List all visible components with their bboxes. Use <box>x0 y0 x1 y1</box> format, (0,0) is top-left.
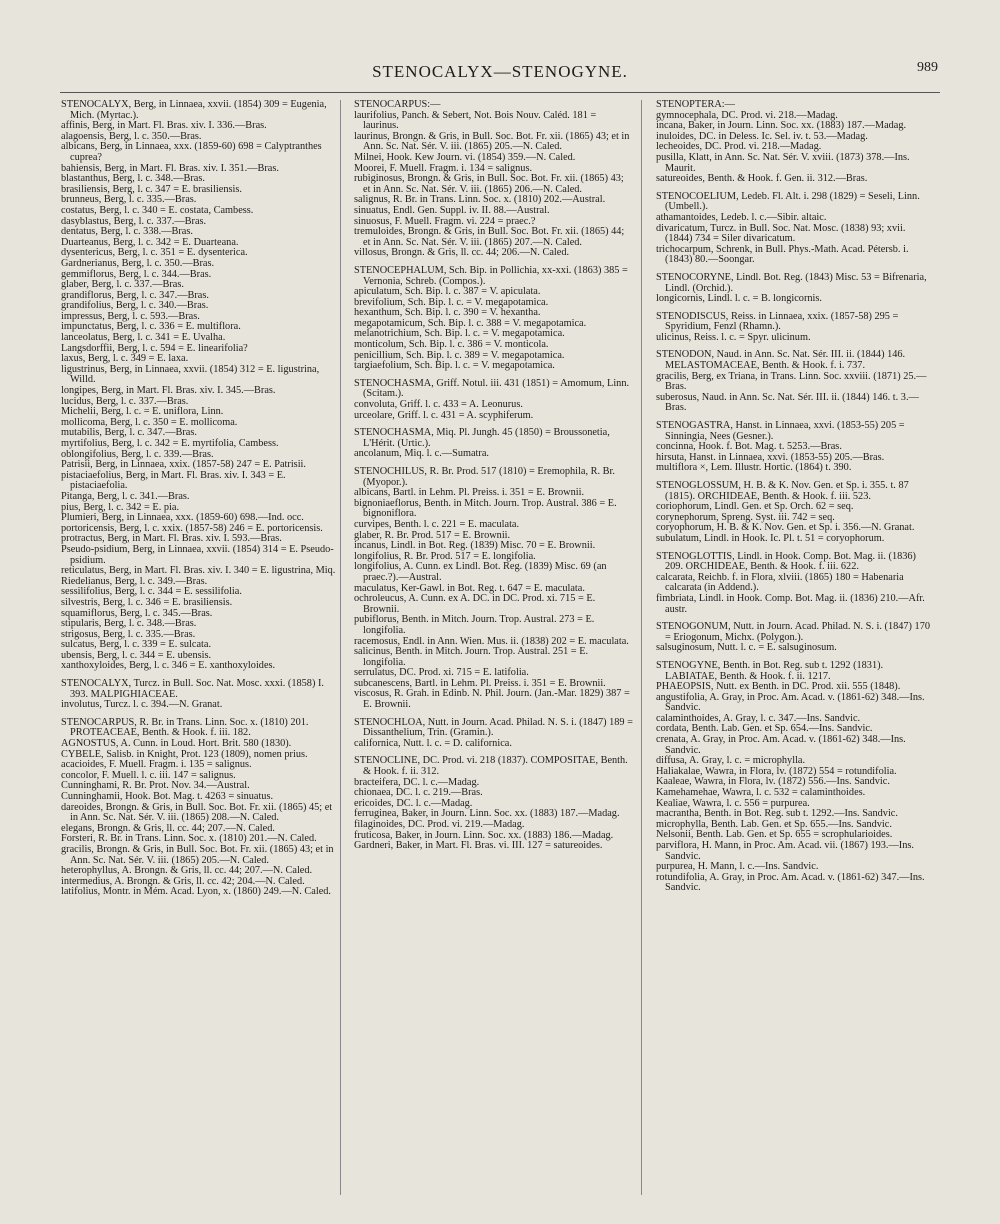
entry-line: brunneus, Berg, l. c. 335.—Bras. <box>61 194 197 206</box>
entry-line: californica, Nutt. l. c. = D. californica. <box>354 737 512 749</box>
entry-heading: STENOCHLOA, Nutt. in Journ. Acad. Philad. N. S. i. (1847) 189 = Dissanthelium, Trin. (Gramin.). <box>354 716 633 739</box>
entry-line: dareoides, Brongn. & Gris, in Bull. Soc. Bot. Fr. xii. (1865) 45; et in Ann. Sc. Nat. Sér. V. iii. (1865) 208.—N. Caled. <box>61 801 333 824</box>
entry-line: mutabilis, Berg, l. c. 347.—Bras. <box>61 427 197 439</box>
genus-entry <box>647 481 935 545</box>
entry-heading: STENOGLOTTIS, Lindl. in Hook. Comp. Bot. Mag. ii. (1836) 209. ORCHIDEAE, Benth. & Hook. f. iii. 622. <box>656 550 916 573</box>
entry-heading: STENOCLINE, DC. Prod. vi. 218 (1837). COMPOSITAE, Benth. & Hook. f. ii. 312. <box>354 755 628 778</box>
entry-line: pubiflorus, Benth. in Mitch. Journ. Trop. Austral. 273 = E. longifolia. <box>354 614 595 636</box>
genus-entry <box>345 467 633 711</box>
entry-line: CYBELE, Salisb. in Knight, Prot. 123 (1809), nomen prius. <box>61 748 308 760</box>
entry-line: angustifolia, A. Gray, in Proc. Am. Acad. v. (1861-62) 348.—Ins. Sandvic. <box>656 691 925 714</box>
entry-line: longipes, Berg, in Mart. Fl. Bras. xiv. I. 345.—Bras. <box>61 385 276 397</box>
entry-heading: STENOCHASMA, Miq. Pl. Jungh. 45 (1850) = Broussonetia, L'Hérit. (Urtic.). <box>354 427 610 449</box>
entry-line: Plumieri, Berg, in Linnaea, xxx. (1859-60) 698.—Ind. occ. <box>61 512 304 524</box>
entry-line: multiflora ×, Lem. Illustr. Hortic. (1864) t. 390. <box>656 462 852 474</box>
entry-line: ulicinus, Reiss. l. c. = Spyr. ulicinum. <box>656 331 811 343</box>
genus-entry <box>345 756 633 851</box>
entry-line: blastanthus, Berg, l. c. 348.—Bras. <box>61 173 205 185</box>
entry-line: parviflora, H. Mann, in Proc. Am. Acad. vii. (1867) 193.—Ins. Sandvic. <box>656 840 914 862</box>
entry-line: pius, Berg, l. c. 342 = E. pia. <box>61 501 180 513</box>
entry-heading: STENODON, Naud. in Ann. Sc. Nat. Sér. III. ii. (1844) 146. MELASTOMACEAE, Benth. & Hook. f. i. 737. <box>656 349 906 372</box>
entry-line: diffusa, A. Gray, l. c. = microphylla. <box>656 755 806 767</box>
entry-heading: STENOCHILUS, R. Br. Prod. 517 (1810) = Eremophila, R. Br. (Myopor.). <box>354 466 615 488</box>
entry-line: gymnocephala, DC. Prod. vi. 218.—Madag. <box>656 109 838 121</box>
entry-line: monticolum, Sch. Bip. l. c. 386 = V. monticola. <box>354 339 549 351</box>
entry-heading: STENOCOELIUM, Ledeb. Fl. Alt. i. 298 (1829) = Seseli, Linn. (Umbell.). <box>656 190 920 213</box>
entry-line: subcanescens, Bartl. in Lehm. Pl. Preiss. i. 351 = E. Brownii. <box>354 677 606 689</box>
genus-entry <box>647 661 935 894</box>
entry-line: heterophyllus, A. Brongn. & Gris, ll. cc. 44; 207.—N. Caled. <box>61 865 313 877</box>
entry-line: fimbriata, Lindl. in Hook. Comp. Bot. Mag. ii. (1836) 210.—Afr. austr. <box>656 592 925 615</box>
entry-line: calaminthoides, A. Gray, l. c. 347.—Ins. Sandvic. <box>656 712 861 724</box>
entry-line: dentatus, Berg, l. c. 338.—Bras. <box>61 226 193 238</box>
column-divider <box>641 100 642 1195</box>
entry-line: hexanthum, Sch. Bip. l. c. 390 = V. hexantha. <box>354 307 541 319</box>
entry-line: hirsuta, Hanst. in Linnaea, xxvi. (1853-55) 205.—Bras. <box>656 451 885 463</box>
entry-line: coryophorum, H. B. & K. Nov. Gen. et Sp. i. 356.—N. Granat. <box>656 522 915 534</box>
entry-heading: STENOCEPHALUM, Sch. Bip. in Pollichia, xx-xxi. (1863) 385 = Vernonia, Schreb. (Compos.). <box>354 264 628 287</box>
entry-line: incanus, Lindl. in Bot. Reg. (1839) Misc. 70 = E. Brownii. <box>354 540 596 552</box>
column-1 <box>52 100 340 1210</box>
entry-line: Pseudo-psidium, Berg, in Linnaea, xxvii. (1854) 314 = E. Pseudo-psidium. <box>61 543 334 566</box>
entry-line: gemmiflorus, Berg, l. c. 344.—Bras. <box>61 268 212 280</box>
entry-line: acacioides, F. Muell. Fragm. i. 135 = salignus. <box>61 759 252 771</box>
entry-heading: STENOCARPUS, R. Br. in Trans. Linn. Soc. x. (1810) 201. PROTEACEAE, Benth. & Hook. f. iii. 182. <box>61 716 309 739</box>
entry-line: lecheoides, DC. Prod. vi. 218.—Madag. <box>656 141 822 153</box>
entry-line: Cunninghamii, Hook. Bot. Mag. t. 4263 = sinuatus. <box>61 791 274 802</box>
entry-line: sinuosus, F. Muell. Fragm. vi. 224 = praec.? <box>354 215 536 227</box>
entry-heading: STENOGLOSSUM, H. B. & K. Nov. Gen. et Sp. i. 355. t. 87 (1815). ORCHIDEAE, Benth. & Hook. f. iii. 523. <box>656 480 909 502</box>
genus-entry <box>52 100 340 672</box>
entry-line: apiculatum, Sch. Bip. l. c. 387 = V. apiculata. <box>354 286 541 298</box>
page-header <box>0 60 1000 90</box>
entry-line: villosus, Brongn. & Gris, ll. cc. 44; 206.—N. Caled. <box>354 247 570 259</box>
entry-line: inuloides, DC. in Deless. Ic. Sel. iv. t. 53.—Madag. <box>656 130 868 142</box>
genus-entry <box>345 100 633 259</box>
entry-line: maculatus, Ker-Gawl. in Bot. Reg. t. 647 = E. maculata. <box>354 582 585 594</box>
entry-line: intermedius, A. Brongn. & Gris, ll. cc. 42; 204.—N. Caled. <box>61 875 305 887</box>
entry-line: Cunninghami, R. Br. Prot. Nov. 34.—Austral. <box>61 780 250 792</box>
entry-line: mollicoma, Berg, l. c. 350 = E. mollicoma. <box>61 416 238 428</box>
entry-line: viscosus, R. Grah. in Edinb. N. Phil. Journ. (Jan.-Mar. 1829) 387 = E. Brownii. <box>354 688 630 711</box>
genus-entry <box>647 312 935 344</box>
genus-entry <box>52 679 340 711</box>
entry-line: divaricatum, Turcz. in Bull. Soc. Nat. Mosc. (1838) 93; xvii. (1844) 734 = Siler divaricatum. <box>656 222 906 245</box>
entry-line: Duarteanus, Berg, l. c. 342 = E. Duarteana. <box>61 236 239 248</box>
entry-line: longifolius, A. Cunn. ex Lindl. Bot. Reg. (1839) Misc. 69 (an praec.?).—Austral. <box>354 561 607 583</box>
entry-line: silvestris, Berg, l. c. 346 = E. brasiliensis. <box>61 596 233 608</box>
genus-entry <box>345 718 633 750</box>
genus-entry <box>52 718 340 898</box>
genus-entry <box>647 552 935 616</box>
entry-line: Gardneri, Baker, in Mart. Fl. Bras. vi. III. 127 = satureoides. <box>354 840 603 852</box>
entry-line: stipularis, Berg, l. c. 348.—Bras. <box>61 618 197 630</box>
genus-entry <box>345 428 633 460</box>
entry-line: chionaea, DC. l. c. 219.—Bras. <box>354 787 483 799</box>
entry-line: Patrisii, Berg, in Linnaea, xxix. (1857-58) 247 = E. Patrisii. <box>61 459 306 471</box>
entry-heading: STENOCORYNE, Lindl. Bot. Reg. (1843) Misc. 53 = Bifrenaria, Lindl. (Orchid.). <box>656 271 927 294</box>
entry-line: squamiflorus, Berg, l. c. 345.—Bras. <box>61 607 213 619</box>
entry-line: lanceolatus, Berg, l. c. 341 = E. Uvalha. <box>61 332 226 344</box>
entry-line: albicans, Bartl. in Lehm. Pl. Preiss. i. 351 = E. Brownii. <box>354 487 585 499</box>
entry-line: Forsteri, R. Br. in Trans. Linn. Soc. x. (1810) 201.—N. Caled. <box>61 833 317 845</box>
page-number: 989 <box>917 60 938 75</box>
entry-heading: STENOCALYX, Turcz. in Bull. Soc. Nat. Mosc. xxxi. (1858) I. 393. MALPIGHIACEAE. <box>61 678 324 700</box>
genus-entry <box>647 273 935 305</box>
entry-line: glaber, Berg, l. c. 337.—Bras. <box>61 279 184 291</box>
entry-line: ericoides, DC. l. c.—Madag. <box>354 797 473 809</box>
entry-line: salicinus, Benth. in Mitch. Journ. Trop. Austral. 251 = E. longifolia. <box>354 646 589 668</box>
entry-line: tremuloides, Brongn. & Gris, in Bull. Soc. Bot. Fr. xii. (1865) 44; et in Ann. Sc. Nat. Sér. V. iii. (1865) 207.—N. Caled. <box>354 226 625 248</box>
genus-entry <box>345 266 633 372</box>
entry-line: costatus, Berg, l. c. 340 = E. costata, Cambess. <box>61 204 254 216</box>
entry-line: lucidus, Berg, l. c. 337.—Bras. <box>61 395 189 407</box>
entry-line: affinis, Berg, in Mart. Fl. Bras. xiv. I. 336.—Bras. <box>61 120 267 132</box>
entry-line: penicillium, Sch. Bip. l. c. 389 = V. megapotamica. <box>354 349 565 361</box>
entry-line: sulcatus, Berg, l. c. 339 = E. sulcata. <box>61 639 212 651</box>
entry-heading: STENOGASTRA, Hanst. in Linnaea, xxvi. (1853-55) 205 = Sinningia, Nees (Gesner.). <box>656 420 905 442</box>
entry-line: ochroleucus, A. Cunn. ex A. DC. in DC. Prod. xi. 715 = E. Brownii. <box>354 593 596 615</box>
entry-line: ubensis, Berg, l. c. 344 = E. ubensis. <box>61 649 212 661</box>
entry-heading: STENOGYNE, Benth. in Bot. Reg. sub t. 1292 (1831). LABIATAE, Benth. & Hook. f. ii. 1217. <box>656 659 884 682</box>
entry-heading: STENOPTERA:— <box>656 100 735 110</box>
entry-heading: STENOGONUM, Nutt. in Journ. Acad. Philad. N. S. i. (1847) 170 = Eriogonum, Michx. (Polygon.). <box>656 621 931 643</box>
entry-line: ancolanum, Miq. l. c.—Sumatra. <box>354 448 489 460</box>
entry-line: Kamehamehae, Wawra, l. c. 532 = calaminthoides. <box>656 787 866 799</box>
column-3 <box>647 100 935 1210</box>
entry-line: salignus, R. Br. in Trans. Linn. Soc. x. (1810) 202.—Austral. <box>354 194 606 206</box>
column-2 <box>345 100 633 1210</box>
entry-line: ligustrinus, Berg, in Linnaea, xxvii. (1854) 312 = E. ligustrina, Willd. <box>61 363 320 386</box>
entry-line: satureoides, Benth. & Hook. f. Gen. ii. 312.—Bras. <box>656 173 868 185</box>
entry-line: calcarata, Reichb. f. in Flora, xlviii. (1865) 180 = Habenaria calcarata (in Addend.). <box>656 571 904 594</box>
entry-line: Nelsonii, Benth. Lab. Gen. et Sp. 655 = scrophularioides. <box>656 829 893 841</box>
entry-line: Haliakalae, Wawra, in Flora, lv. (1872) 554 = rotundifolia. <box>656 765 897 777</box>
entry-line: dasyblastus, Berg, l. c. 337.—Bras. <box>61 215 207 227</box>
entry-line: laxus, Berg, l. c. 349 = E. laxa. <box>61 353 189 365</box>
entry-line: bignoniaeflorus, Benth. in Mitch. Journ. Trop. Austral. 386 = E. bignoniflora. <box>354 497 617 520</box>
entry-heading: STENOCALYX, Berg, in Linnaea, xxvii. (1854) 309 = Eugenia, Mich. (Myrtac.). <box>61 100 327 121</box>
entry-line: Moorei, F. Muell. Fragm. i. 134 = salignus. <box>354 162 533 174</box>
genus-entry <box>647 421 935 474</box>
entry-line: sinuatus, Endl. Gen. Suppl. iv. II. 88.—Austral. <box>354 204 550 216</box>
entry-line: grandifolius, Berg, l. c. 340.—Bras. <box>61 300 209 312</box>
entry-line: suberosus, Naud. in Ann. Sc. Nat. Sér. III. ii. (1844) 146. t. 3.—Bras. <box>656 391 919 414</box>
entry-line: pusilla, Klatt, in Ann. Sc. Nat. Sér. V. xviii. (1873) 378.—Ins. Maurit. <box>656 151 910 174</box>
entry-line: albicans, Berg, in Linnaea, xxx. (1859-60) 698 = Calyptranthes cuprea? <box>61 141 322 163</box>
entry-line: urceolare, Griff. l. c. 431 = A. scyphiferum. <box>354 409 534 421</box>
entry-line: gracilis, Berg, ex Triana, in Trans. Linn. Soc. xxviii. (1871) 25.—Bras. <box>656 370 927 393</box>
entry-line: rubiginosus, Brongn. & Gris, in Bull. Soc. Bot. Fr. xii. (1865) 43; et in Ann. Sc. Nat. Sér. V. iii. (1865) 206.—N. Caled. <box>354 173 624 195</box>
entry-line: laurifolius, Panch. & Sebert, Not. Bois Nouv. Caléd. 181 = laurinus. <box>354 109 597 132</box>
entry-line: curvipes, Benth. l. c. 221 = E. maculata. <box>354 518 520 530</box>
entry-heading: STENOCARPUS:— <box>354 100 441 110</box>
column-divider <box>340 100 341 1195</box>
entry-line: reticulatus, Berg, in Mart. Fl. Bras. xiv. I. 340 = E. ligustrina, Miq. <box>61 565 336 577</box>
entry-line: Pitanga, Berg, l. c. 341.—Bras. <box>61 490 190 502</box>
entry-line: glaber, R. Br. Prod. 517 = E. Brownii. <box>354 529 511 541</box>
entry-line: targiaefolium, Sch. Bip. l. c. = V. megapotamica. <box>354 360 555 372</box>
entry-line: purpurea, H. Mann, l. c.—Ins. Sandvic. <box>656 861 819 873</box>
genus-entry <box>647 350 935 414</box>
entry-line: AGNOSTUS, A. Cunn. in Loud. Hort. Brit. 580 (1830). <box>61 738 292 750</box>
entry-line: microphylla, Benth. Lab. Gen. et Sp. 655.—Ins. Sandvic. <box>656 818 892 830</box>
entry-line: grandiflorus, Berg, l. c. 347.—Bras. <box>61 289 209 301</box>
entry-line: elegans, Brongn. & Gris, ll. cc. 44; 207.—N. Caled. <box>61 822 275 834</box>
entry-heading: STENODISCUS, Reiss. in Linnaea, xxix. (1857-58) 295 = Spyridium, Fenzl (Rhamn.). <box>656 310 899 333</box>
entry-line: Kaaleae, Wawra, in Flora, lv. (1872) 556.—Ins. Sandvic. <box>656 776 890 788</box>
entry-line: melanotrichium, Sch. Bip. l. c. = V. megapotamica. <box>354 328 565 340</box>
entry-line: salsuginosum, Nutt. l. c. = E. salsuginosum. <box>656 642 837 654</box>
genus-entry <box>647 622 935 654</box>
entry-line: longicornis, Lindl. l. c. = B. longicornis. <box>656 293 822 305</box>
entry-line: megapotamicum, Sch. Bip. l. c. 388 = V. megapotamica. <box>354 317 587 329</box>
entry-line: impressus, Berg, l. c. 593.—Bras. <box>61 310 200 322</box>
entry-line: Milnei, Hook. Kew Journ. vi. (1854) 359.—N. Caled. <box>354 151 576 163</box>
entry-line: cordata, Benth. Lab. Gen. et Sp. 654.—Ins. Sandvic. <box>656 723 873 735</box>
entry-line: filaginoides, DC. Prod. vi. 219.—Madag. <box>354 819 525 830</box>
entry-line: strigosus, Berg, l. c. 335.—Bras. <box>61 628 196 640</box>
entry-line: xanthoxyloides, Berg, l. c. 346 = E. xanthoxyloides. <box>61 660 276 672</box>
entry-line: impunctatus, Berg, l. c. 336 = E. multiflora. <box>61 321 241 333</box>
entry-line: macrantha, Benth. in Bot. Reg. sub t. 1292.—Ins. Sandvic. <box>656 808 898 820</box>
entry-line: portoricensis, Berg, l. c. xxix. (1857-58) 246 = E. portoricensis. <box>61 522 323 534</box>
entry-line: subulatum, Lindl. in Hook. Ic. Pl. t. 51 = coryophorum. <box>656 532 885 544</box>
entry-line: convoluta, Griff. l. c. 433 = A. Leonurus. <box>354 399 523 411</box>
entry-line: Gardnerianus, Berg, l. c. 350.—Bras. <box>61 257 215 269</box>
entry-line: serrulatus, DC. Prod. xi. 715 = E. latifolia. <box>354 667 529 679</box>
entry-line: trichocarpum, Schrenk, in Bull. Phys.-Math. Acad. Pétersb. i. (1843) 80.—Soongar. <box>656 243 909 266</box>
entry-line: corynephorum, Spreng. Syst. iii. 742 = seq. <box>656 511 835 523</box>
entry-line: Kealiae, Wawra, l. c. 556 = purpurea. <box>656 797 810 809</box>
entry-line: athamantoides, Ledeb. l. c.—Sibir. altaic. <box>656 211 827 223</box>
entry-line: myrtifolius, Berg, l. c. 342 = E. myrtifolia, Cambess. <box>61 438 279 449</box>
entry-line: gracilis, Brongn. & Gris, in Bull. Soc. Bot. Fr. xii. (1865) 43; et in Ann. Sc. Nat. Sér. V. iii. (1865) 205.—N. Caled. <box>61 843 334 866</box>
entry-line: concinna, Hook. f. Bot. Mag. t. 5253.—Bras. <box>656 441 842 453</box>
genus-entry <box>345 379 633 421</box>
entry-line: racemosus, Endl. in Ann. Wien. Mus. ii. (1838) 202 = E. maculata. <box>354 635 629 647</box>
entry-line: crenata, A. Gray, in Proc. Am. Acad. v. (1861-62) 348.—Ins. Sandvic. <box>656 734 906 756</box>
entry-line: oblongifolius, Berg, l. c. 339.—Bras. <box>61 448 214 460</box>
entry-line: sessilifolius, Berg, l. c. 344 = E. sessilifolia. <box>61 586 242 598</box>
entry-line: alagoensis, Berg, l. c. 350.—Bras. <box>61 130 202 142</box>
entry-line: incana, Baker, in Journ. Linn. Soc. xx. (1883) 187.—Madag. <box>656 120 907 132</box>
entry-line: Langsdorffii, Berg, l. c. 594 = E. linearifolia? <box>61 342 248 354</box>
entry-line: fruticosa, Baker, in Journ. Linn. Soc. xx. (1883) 186.—Madag. <box>354 829 614 841</box>
entry-line: Riedelianus, Berg, l. c. 349.—Bras. <box>61 575 208 587</box>
entry-line: longifolius, R. Br. Prod. 517 = E. longifolia. <box>354 550 536 562</box>
entry-line: pistaciaefolius, Berg, in Mart. Fl. Bras. xiv. I. 343 = E. pistaciaefolia. <box>61 469 286 492</box>
entry-line: ferruginea, Baker, in Journ. Linn. Soc. xx. (1883) 187.—Madag. <box>354 808 620 820</box>
entry-line: bahiensis, Berg, in Mart. Fl. Bras. xiv. I. 351.—Bras. <box>61 162 279 174</box>
header-rule <box>60 92 940 93</box>
entry-line: bracteifera, DC. l. c.—Madag. <box>354 776 480 788</box>
entry-line: latifolius, Montr. in Mém. Acad. Lyon, x. (1860) 249.—N. Caled. <box>61 886 331 898</box>
entry-line: dysentericus, Berg, l. c. 351 = E. dysenterica. <box>61 247 248 259</box>
genus-entry <box>647 100 935 185</box>
entry-line: protractus, Berg, in Mart. Fl. Bras. xiv. I. 593.—Bras. <box>61 533 282 545</box>
entry-line: Michelii, Berg, l. c. = E. uniflora, Linn. <box>61 406 224 418</box>
entry-line: concolor, F. Muell. l. c. iii. 147 = salignus. <box>61 769 236 781</box>
entry-heading: STENOCHASMA, Griff. Notul. iii. 431 (1851) = Amomum, Linn. (Scitam.). <box>354 377 630 400</box>
entry-line: brasiliensis, Berg, l. c. 347 = E. brasiliensis. <box>61 183 242 195</box>
entry-line: rotundifolia, A. Gray, in Proc. Am. Acad. v. (1861-62) 347.—Ins. Sandvic. <box>656 871 925 894</box>
entry-line: coriophorum, Lindl. Gen. et Sp. Orch. 62 = seq. <box>656 501 854 513</box>
genus-entry <box>647 192 935 266</box>
entry-line: brevifolium, Sch. Bip. l. c. = V. megapotamica. <box>354 296 549 308</box>
entry-line: PHAEOPSIS, Nutt. ex Benth. in DC. Prod. xii. 555 (1848). <box>656 681 901 693</box>
entry-line: laurinus, Brongn. & Gris, in Bull. Soc. Bot. Fr. xii. (1865) 43; et in Ann. Sc. Nat. Sér. V. iii. (1865) 205.—N. Caled. <box>354 130 630 153</box>
entry-line: involutus, Turcz. l. c. 394.—N. Granat. <box>61 699 223 711</box>
running-title: STENOCALYX—STENOGYNE. <box>372 62 628 81</box>
